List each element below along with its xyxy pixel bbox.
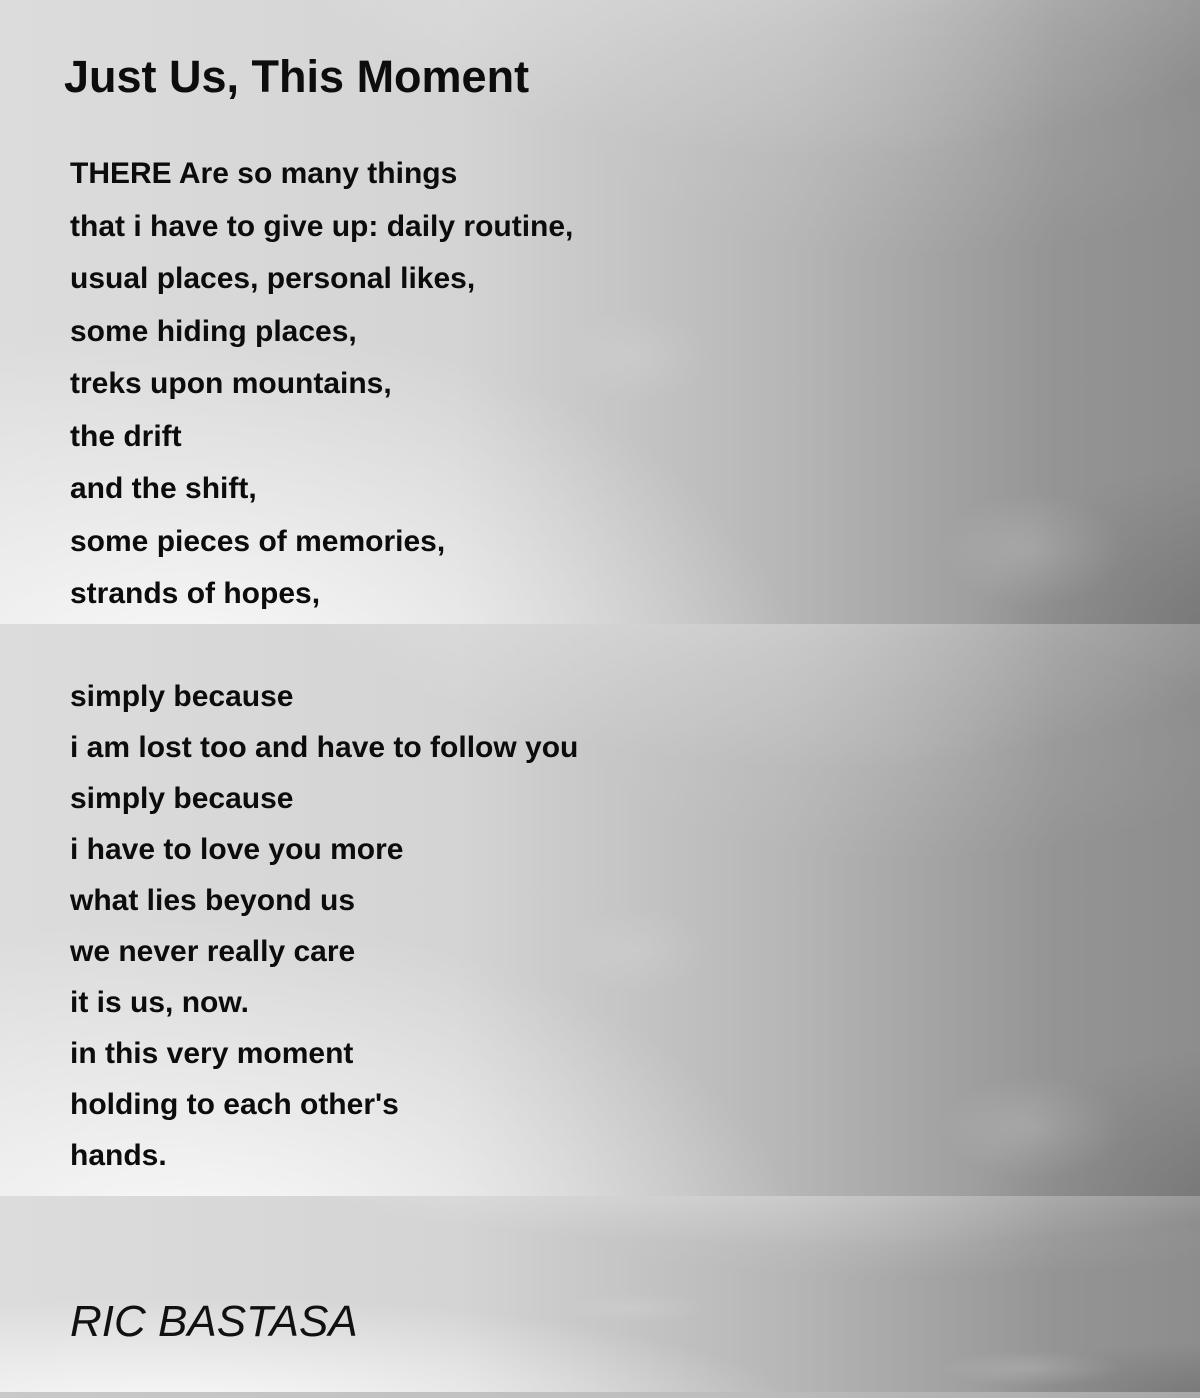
poem-line: i am lost too and have to follow you — [70, 731, 579, 764]
poem-line: that i have to give up: daily routine, — [70, 209, 574, 243]
poem-line: strands of hopes, — [70, 577, 321, 610]
poem-line: treks upon mountains, — [70, 367, 392, 400]
poem-line: usual places, personal likes, — [70, 262, 476, 295]
poem-title: Just Us, This Moment — [64, 51, 530, 102]
stanza-1 — [70, 148, 1200, 621]
poem-line: i have to love you more — [70, 833, 404, 866]
poem-line: it is us, now. — [70, 986, 249, 1019]
poem-line: we never really care — [70, 935, 356, 968]
poem-line: some pieces of memories, — [70, 524, 446, 558]
poem-line: what lies beyond us — [70, 884, 356, 917]
poem-author: RIC BASTASA — [70, 1297, 358, 1346]
poem-line: in this very moment — [70, 1037, 354, 1070]
poem-line: THERE Are so many things — [70, 157, 458, 190]
poem-line: simply because — [70, 782, 294, 815]
poem-section-top — [0, 0, 1200, 624]
poem-line: some hiding places, — [70, 314, 357, 348]
poem-line: simply because — [70, 680, 294, 713]
stanza-2 — [70, 671, 1200, 1181]
poem-line: hands. — [70, 1139, 167, 1172]
poem-section-middle — [0, 624, 1200, 1196]
poem-line: the drift — [70, 419, 182, 453]
background-strip — [0, 1392, 1200, 1398]
poem-line: and the shift, — [70, 472, 257, 505]
poem-section-signature — [0, 1196, 1200, 1392]
poem-line: holding to each other's — [70, 1088, 399, 1121]
